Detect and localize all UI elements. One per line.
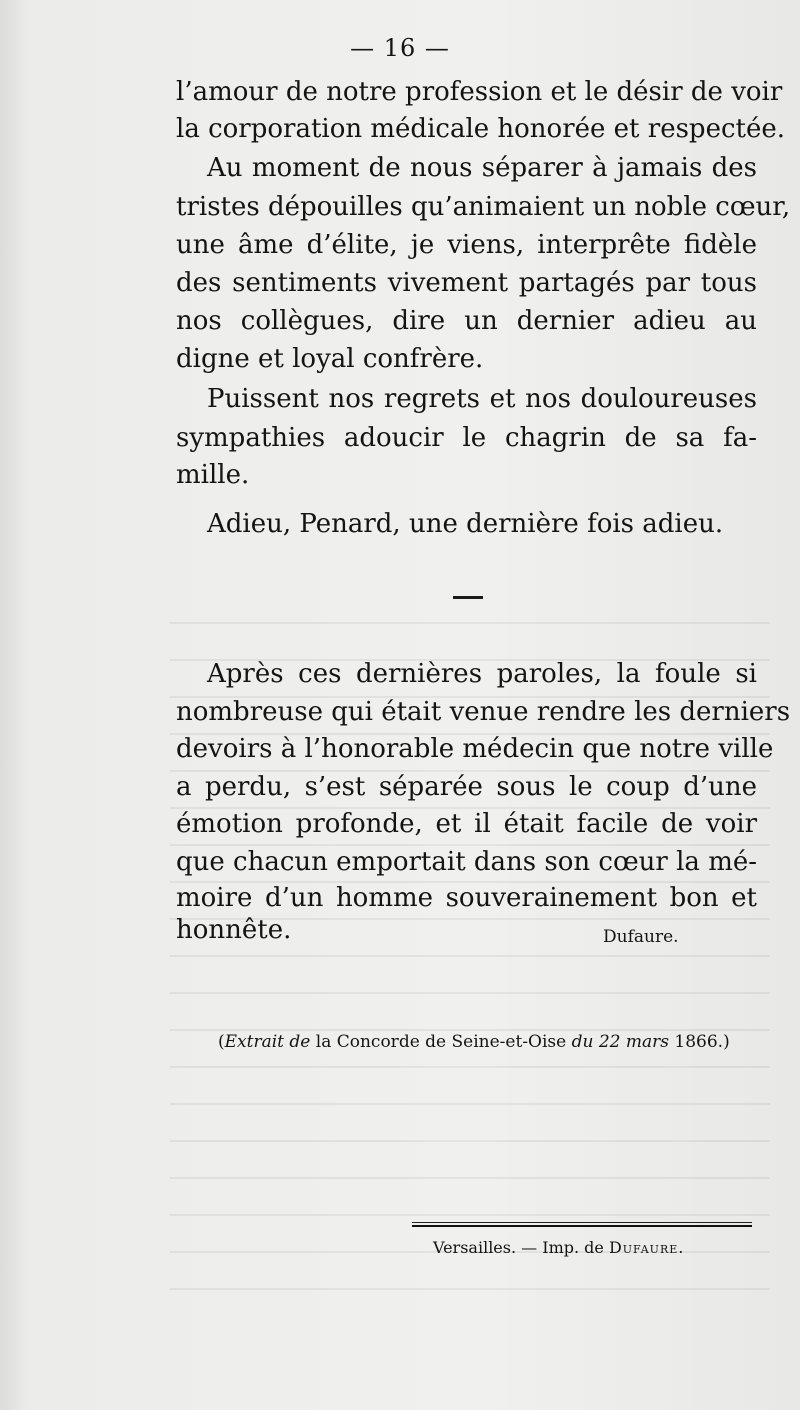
imprint-rule-thick [412, 1225, 752, 1227]
imprint-printer: Dufaure. [608, 1238, 685, 1257]
text-line: Adieu, Penard, une dernière fois adieu. [207, 509, 724, 539]
text-line: des sentiments vivement partagés par tous [176, 268, 757, 298]
page-number: — 16 — [350, 34, 450, 62]
text-line: moire d’un homme souverainement bon et [176, 883, 757, 913]
citation-text-1: la Concorde de Seine-et-Oise [310, 1032, 572, 1052]
printer-imprint [433, 1237, 684, 1259]
section-separator [453, 596, 483, 599]
text-line: nombreuse qui était venue rendre les derniers [176, 697, 791, 727]
text-line: honnête. [176, 915, 292, 945]
text-line: tristes dépouilles qu’animaient un noble cœur, [176, 192, 791, 222]
source-citation [218, 1030, 730, 1054]
citation-text-2: 1866.) [669, 1032, 730, 1052]
text-line: une âme d’élite, je viens, interprête fidèle [176, 230, 757, 260]
citation-italic-2: du 22 mars [571, 1032, 669, 1052]
citation-italic-1: Extrait de [224, 1032, 311, 1052]
text-line: Au moment de nous séparer à jamais des [207, 153, 757, 183]
author-signature: Dufaure. [603, 927, 679, 947]
text-line: émotion profonde, et il était facile de voir [176, 809, 757, 839]
text-line: la corporation médicale honorée et respectée. [176, 114, 786, 144]
text-line: a perdu, s’est séparée sous le coup d’une [176, 772, 757, 802]
imprint-place: Versailles. — Imp. de [433, 1238, 609, 1257]
text-line: digne et loyal confrère. [176, 344, 484, 374]
text-line: Puissent nos regrets et nos douloureuses [207, 384, 757, 414]
text-line: sympathies adoucir le chagrin de sa fa- [176, 423, 757, 453]
text-line: l’amour de notre profession et le désir de voir [176, 77, 783, 107]
text-line: Après ces dernières paroles, la foule si [207, 659, 757, 689]
text-line: que chacun emportait dans son cœur la mé- [176, 847, 758, 877]
text-line: nos collègues, dire un dernier adieu au [176, 306, 757, 336]
imprint-rule [412, 1222, 752, 1223]
text-line: devoirs à l’honorable médecin que notre ville [176, 734, 774, 764]
citation-open: ( [218, 1032, 225, 1052]
text-line: mille. [176, 460, 250, 490]
